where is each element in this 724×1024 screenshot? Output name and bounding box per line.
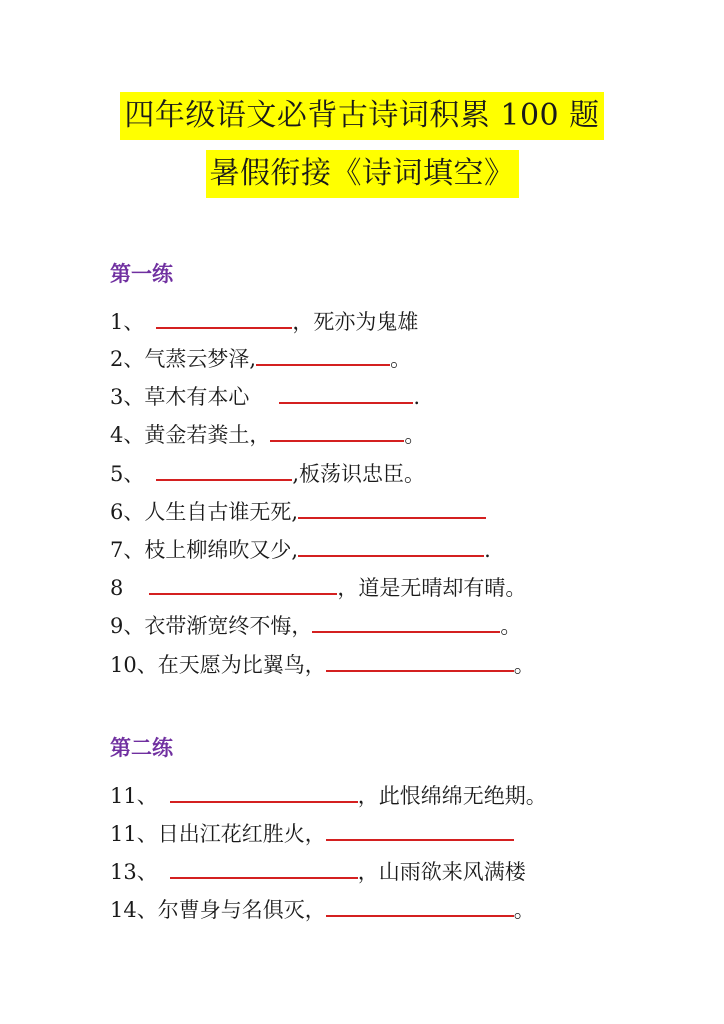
question-number: 13、	[110, 860, 158, 884]
question-after: 。	[513, 653, 535, 677]
answer-blank[interactable]	[270, 414, 404, 442]
question-number: 5、	[110, 462, 145, 486]
question-number: 3、	[110, 385, 145, 409]
answer-blank[interactable]	[156, 301, 292, 329]
title-line-1: 四年级语文必背古诗词积累 100 题	[120, 92, 603, 140]
answer-blank[interactable]	[279, 376, 413, 404]
question-number: 8	[110, 576, 124, 600]
question-number: 7、	[110, 538, 145, 562]
question-5	[110, 453, 425, 487]
question-11	[110, 775, 547, 809]
question-4	[110, 414, 425, 448]
question-13	[110, 851, 526, 885]
question-before: 黄金若粪土，	[144, 423, 271, 447]
answer-blank[interactable]	[256, 338, 390, 366]
question-before: 人生自古谁无死,	[144, 500, 299, 524]
question-number: 11、	[110, 784, 158, 808]
question-before: 衣带渐宽终不悔，	[144, 614, 313, 638]
question-8	[110, 567, 526, 601]
question-before: 在天愿为比翼鸟，	[157, 653, 326, 677]
question-14	[110, 889, 535, 923]
question-after: ，道是无晴却有晴。	[337, 576, 527, 600]
question-number: 14、	[110, 898, 158, 922]
question-before: 气蒸云梦泽,	[144, 347, 257, 371]
question-after: 。	[513, 898, 535, 922]
answer-blank[interactable]	[170, 851, 358, 879]
question-6	[110, 491, 486, 525]
section-heading-2: 第二练	[110, 736, 173, 760]
question-number: 2、	[110, 347, 145, 371]
question-10	[110, 644, 535, 678]
answer-blank[interactable]	[326, 813, 514, 841]
question-before: 尔曹身与名俱灭，	[157, 898, 326, 922]
question-number: 4、	[110, 423, 145, 447]
question-number: 11、	[110, 822, 158, 846]
question-after: ，死亦为鬼雄	[292, 310, 419, 334]
question-after: ,板荡识忠臣。	[292, 462, 426, 486]
question-2	[110, 338, 411, 372]
question-after: .	[413, 385, 421, 409]
question-number: 1、	[110, 310, 145, 334]
answer-blank[interactable]	[149, 567, 337, 595]
question-after: 。	[390, 347, 412, 371]
answer-blank[interactable]	[326, 889, 514, 917]
answer-blank[interactable]	[170, 775, 358, 803]
section-heading-1: 第一练	[110, 262, 173, 286]
title-line-2: 暑假衔接《诗词填空》	[206, 150, 519, 198]
answer-blank[interactable]	[326, 644, 514, 672]
question-before: 草木有本心	[144, 385, 250, 409]
answer-blank[interactable]	[312, 605, 500, 633]
question-after: ，山雨欲来风满楼	[357, 860, 526, 884]
title-line-2-wrapper	[0, 150, 724, 198]
question-1	[110, 301, 418, 335]
answer-blank[interactable]	[298, 529, 484, 557]
question-9	[110, 605, 521, 639]
question-before: 日出江花红胜火，	[157, 822, 326, 846]
question-12	[110, 813, 514, 847]
question-7	[110, 529, 491, 563]
answer-blank[interactable]	[298, 491, 486, 519]
title-line-1-wrapper	[0, 92, 724, 140]
question-number: 6、	[110, 500, 145, 524]
question-before: 枝上柳绵吹又少,	[144, 538, 299, 562]
question-after: 。	[404, 423, 426, 447]
answer-blank[interactable]	[156, 453, 292, 481]
question-3	[110, 376, 420, 410]
question-after: ，此恨绵绵无绝期。	[357, 784, 547, 808]
question-after: .	[484, 538, 491, 562]
question-after: 。	[500, 614, 522, 638]
question-number: 9、	[110, 614, 145, 638]
question-number: 10、	[110, 653, 158, 677]
